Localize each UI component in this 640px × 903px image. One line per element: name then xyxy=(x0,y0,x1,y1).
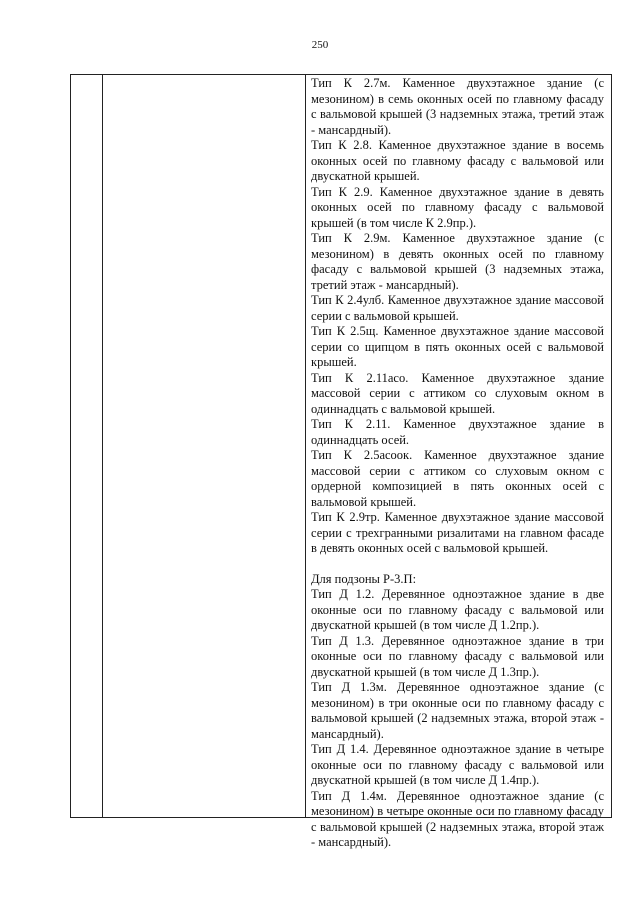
building-type-k-2-5shch: Тип К 2.5щ. Каменное двухэтажное здание массовой серии со щипцом в пять оконных осей с вальмовой крышей. xyxy=(311,324,604,369)
regulation-table xyxy=(70,74,612,849)
building-type-d-1-2: Тип Д 1.2. Деревянное одноэтажное здание в две оконные оси по главному фасаду с вальмовой или двускатной крышей (в том числе Д 1.2пр.). xyxy=(311,587,604,632)
building-type-k-2-9m: Тип К 2.9м. Каменное двухэтажное здание (с мезонином) в девять оконных осей по главному фасаду с вальмовой крышей (3 надземных этажа, третий этаж - мансардный). xyxy=(311,231,604,292)
building-type-k-2-11aso: Тип К 2.11асо. Каменное двухэтажное здание массовой серии с аттиком со слуховым окном в одиннадцать с вальмовой крышей. xyxy=(311,370,604,416)
table-column-divider-1 xyxy=(102,75,103,817)
building-type-d-1-3: Тип Д 1.3. Деревянное одноэтажное здание в три оконные оси по главному фасаду с вальмовой или двускатной крышей (в том числе Д 1.3пр.). xyxy=(311,633,604,679)
page-number: 250 xyxy=(311,39,329,51)
building-type-d-1-4m: Тип Д 1.4м. Деревянное одноэтажное здание (с мезонином) в четыре оконные оси по главному фасаду с вальмовой крышей (2 надземных этажа, второй этаж - мансардный). xyxy=(311,788,604,849)
building-type-k-2-11: Тип К 2.11. Каменное двухэтажное здание в одиннадцать осей. xyxy=(311,417,604,447)
building-type-k-2-8: Тип К 2.8. Каменное двухэтажное здание в восемь оконных осей по главному фасаду с вальмовой или двускатной крышей. xyxy=(311,138,604,183)
building-type-k-2-5asook: Тип К 2.5асоок. Каменное двухэтажное здание массовой серии с аттиком со слуховым окном с ордерной композицией в пять оконных осей с вальмовой крышей. xyxy=(311,448,604,509)
building-type-k-2-4ulb: Тип К 2.4улб. Каменное двухэтажное здание массовой серии с вальмовой крышей. xyxy=(311,293,604,323)
building-type-d-1-3m: Тип Д 1.3м. Деревянное одноэтажное здание (с мезонином) в три оконные оси по главному фасаду с вальмовой крышей (2 надземных этажа, второй этаж - мансардный). xyxy=(311,680,604,741)
building-type-k-2-9tr: Тип К 2.9тр. Каменное двухэтажное здание массовой серии с трехгранными ризалитами на главном фасаде в девять оконных осей с вальмовой крышей. xyxy=(311,510,604,555)
building-type-k-2-7m: Тип К 2.7м. Каменное двухэтажное здание (с мезонином) в семь оконных осей по главному фасаду с вальмовой крышей (3 надземных этажа, третий этаж - мансардный). xyxy=(311,76,604,137)
subzone-heading: Для подзоны Р-3.П: xyxy=(311,571,417,586)
building-type-k-2-9: Тип К 2.9. Каменное двухэтажное здание в девять оконных осей по главному фасаду с вальмовой крышей (в том числе К 2.9пр.). xyxy=(311,184,604,230)
building-type-d-1-4: Тип Д 1.4. Деревянное одноэтажное здание в четыре оконные оси по главному фасаду с вальмовой или двускатной крышей (в том числе Д 1.4пр.). xyxy=(311,742,604,787)
table-column-divider-2 xyxy=(305,75,306,817)
building-types-cell xyxy=(311,76,604,851)
